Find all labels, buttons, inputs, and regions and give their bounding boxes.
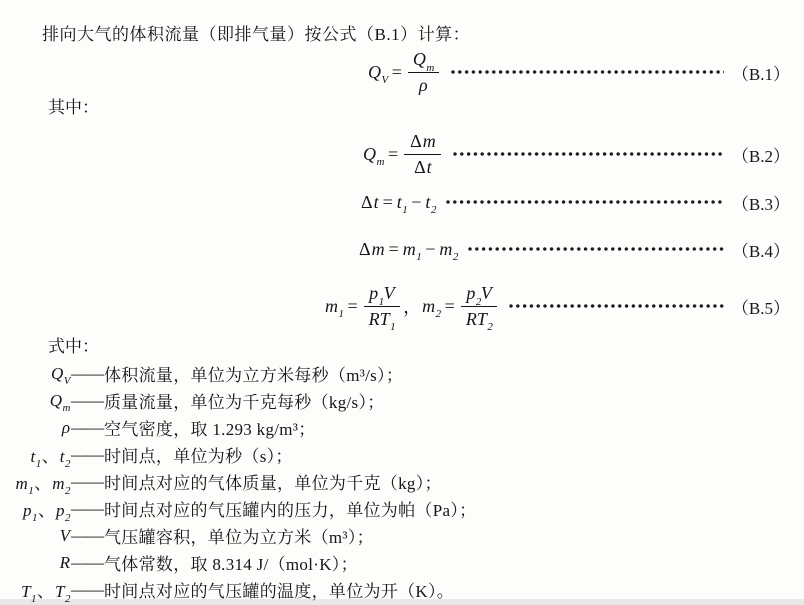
definition-symbol: $p_1$ 、 $p_2$ —— [23, 498, 103, 525]
equation-label-b3: （B.3） [731, 194, 790, 214]
definition-dash: —— [71, 471, 103, 491]
definition-text: 时间点对应的气压罐内的压力，单位为帕（Pa）； [104, 501, 477, 520]
definition-dash: —— [71, 552, 103, 572]
formula-b2: $Q_m$ = Δ m Δ t [363, 131, 443, 176]
equation-b2 [42, 127, 790, 181]
dot-leader [508, 301, 724, 311]
equation-b1 [42, 47, 790, 97]
definition-text: 空气密度，取 1.293 kg/m³； [104, 420, 316, 439]
definition-row-rho [10, 414, 790, 441]
equation-b4 [42, 237, 790, 264]
definition-dash: —— [71, 417, 103, 437]
definition-text: 质量流量，单位为千克每秒（kg/s）； [104, 393, 385, 412]
formula-b5: $m_1$ = $p_1$ V R $T_1$ ， $m_2$ = $p_2$ V R $T_2$ [325, 283, 499, 328]
equation-b5 [42, 278, 790, 334]
definition-text: 气压罐容积，单位为立方米（m³）； [104, 528, 374, 547]
definition-symbol: $t_1$ 、 $t_2$ —— [30, 444, 103, 471]
definition-row-T1T2 [10, 576, 790, 603]
formula-b1: $Q_V$ = $\frac{Q_m}{\rho}$ [368, 49, 441, 94]
definition-text: 时间点对应的气压罐的温度，单位为开（K）。 [104, 582, 455, 601]
definition-dash: —— [71, 498, 103, 518]
dot-leader [450, 67, 724, 77]
definition-symbol: $Q_m$ —— [49, 390, 103, 414]
definition-row-p1p2 [10, 495, 790, 525]
definition-symbol: $m_1$ 、 $m_2$ —— [15, 471, 103, 498]
definition-dash: —— [71, 363, 103, 383]
definition-dash: —— [71, 579, 103, 599]
definition-row-t1t2 [10, 441, 790, 471]
dot-leader [467, 244, 724, 254]
definition-text: 体积流量，单位为立方米每秒（m³/s）； [104, 366, 404, 385]
definition-dash: —— [71, 525, 103, 545]
dot-leader [445, 197, 724, 207]
definition-symbol: $T_1$ 、 $T_2$ —— [21, 579, 103, 605]
equation-label-b1: （B.1） [731, 64, 790, 84]
definition-symbol: R —— [59, 552, 103, 572]
where-label: 式中： [48, 337, 99, 356]
intro-paragraph: 排向大气的体积流量（即排气量）按公式（B.1）计算： [42, 25, 471, 44]
among-label: 其中： [48, 98, 99, 117]
definition-list [10, 360, 790, 603]
definition-symbol: V —— [59, 525, 103, 545]
definition-text: 气体常数，取 8.314 J/（mol·K）； [104, 555, 358, 574]
definition-row-v [10, 522, 790, 549]
formula-b3: Δ t = $t_1$ − $t_2$ [361, 191, 437, 217]
definition-dash: —— [71, 444, 103, 464]
definition-row-qm [10, 387, 790, 414]
definition-text: 时间点，单位为秒（s）； [104, 447, 293, 466]
definition-symbol: ρ —— [61, 417, 103, 437]
definition-symbol: $Q_V$ —— [50, 363, 103, 387]
equation-label-b4: （B.4） [731, 241, 790, 261]
definition-text: 时间点对应的气体质量，单位为千克（kg）； [104, 474, 442, 493]
equation-b3 [42, 190, 790, 217]
formula-b4: Δ m = $m_1$ − $m_2$ [359, 238, 459, 264]
definition-row-qv [10, 360, 790, 387]
dot-leader [452, 149, 724, 159]
equation-label-b5: （B.5） [731, 298, 790, 318]
definition-row-r [10, 549, 790, 576]
definition-row-m1m2 [10, 468, 790, 498]
definition-dash: —— [71, 390, 103, 410]
equation-label-b2: （B.2） [731, 146, 790, 166]
